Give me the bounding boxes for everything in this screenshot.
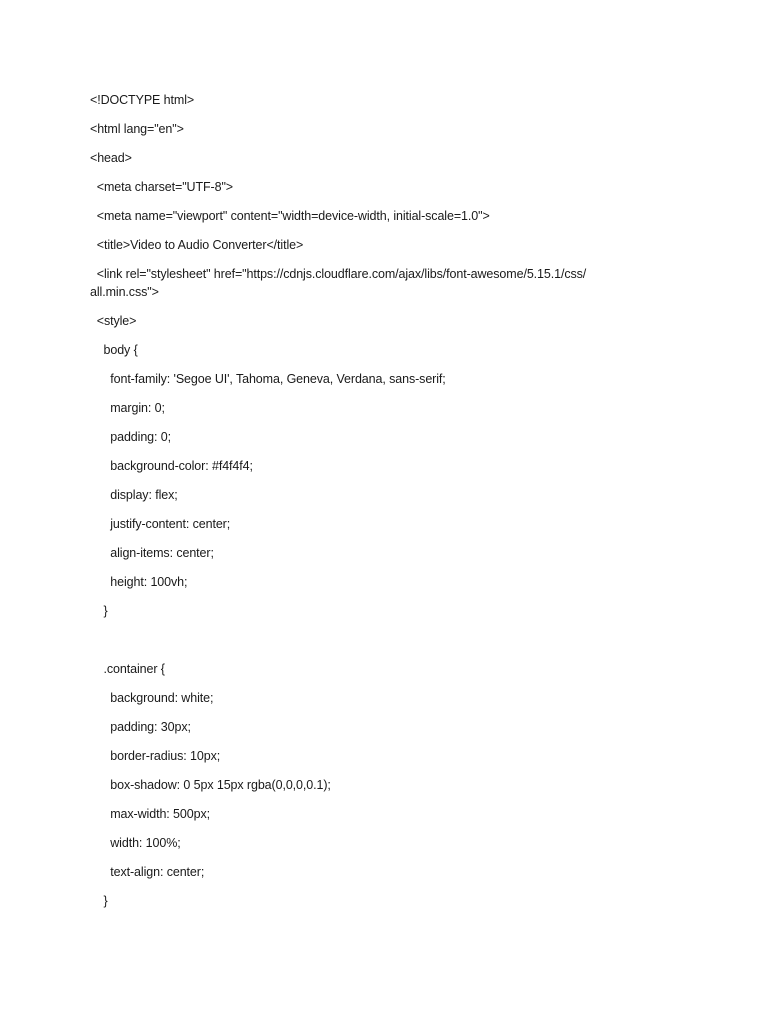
code-line: border-radius: 10px; [90, 749, 221, 763]
code-line: box-shadow: 0 5px 15px rgba(0,0,0,0.1); [90, 778, 331, 792]
code-line: display: flex; [90, 488, 178, 502]
code-line: .container { [90, 662, 165, 676]
code-line: <head> [90, 151, 132, 165]
code-line: width: 100%; [90, 836, 181, 850]
code-line: padding: 0; [90, 430, 171, 444]
code-line: max-width: 500px; [90, 807, 210, 821]
code-line: justify-content: center; [90, 517, 231, 531]
code-line: text-align: center; [90, 865, 205, 879]
code-line: margin: 0; [90, 401, 165, 415]
code-line: height: 100vh; [90, 575, 188, 589]
code-line: align-items: center; [90, 546, 214, 560]
blank-line [90, 631, 650, 649]
code-line: padding: 30px; [90, 720, 191, 734]
code-text-block [90, 91, 650, 921]
code-line: <meta charset="UTF-8"> [90, 180, 233, 194]
code-line: background-color: #f4f4f4; [90, 459, 253, 473]
code-line: <style> [90, 314, 137, 328]
code-line: } [90, 894, 108, 908]
code-line: <title>Video to Audio Converter</title> [90, 238, 304, 252]
code-line: font-family: 'Segoe UI', Tahoma, Geneva, Verdana, sans-serif; [90, 372, 446, 386]
code-line: } [90, 604, 108, 618]
code-line: body { [90, 343, 138, 357]
code-line: background: white; [90, 691, 214, 705]
code-line: <html lang="en"> [90, 122, 184, 136]
code-line: <meta name="viewport" content="width=device-width, initial-scale=1.0"> [90, 209, 490, 223]
code-line: <!DOCTYPE html> [90, 93, 195, 107]
code-line: <link rel="stylesheet" href="https://cdnjs.cloudflare.com/ajax/libs/font-awesome/5.15.1/css/ all.min.css"> [90, 267, 587, 299]
